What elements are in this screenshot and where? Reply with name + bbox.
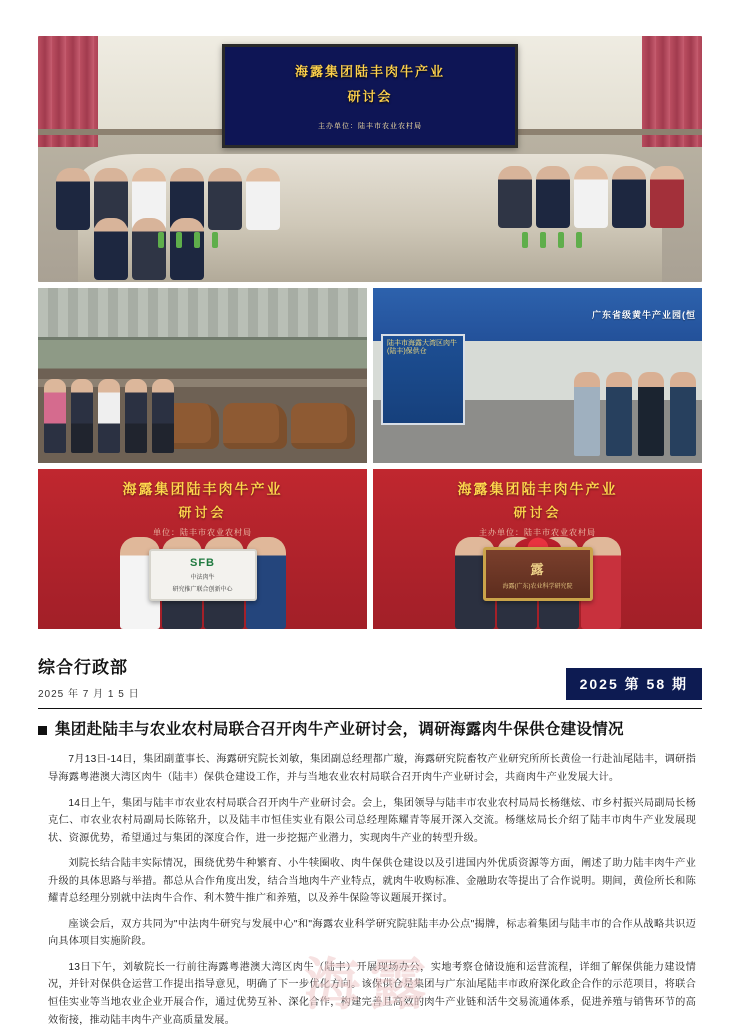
attendee — [56, 168, 90, 230]
ceremony-title-line2: 研讨会 — [178, 505, 227, 520]
plaque-sub: 中法肉牛 — [190, 575, 215, 581]
bottle — [576, 232, 582, 248]
visitor — [71, 379, 93, 453]
photo-band-3 — [38, 469, 702, 629]
ceremony-photo-right — [373, 469, 702, 629]
article-body — [38, 751, 702, 1029]
attendee — [612, 166, 646, 228]
warehouse-visitor-group — [574, 372, 696, 456]
plaque-foot: 研究推广联合创新中心 — [172, 587, 233, 593]
issue-badge: 2025 第 58 期 — [566, 668, 702, 700]
paragraph: 座谈会后，双方共同为"中法肉牛研究与发展中心"和"海露农业科学研究院驻陆丰办公点"揭牌，标志着集团与陆丰市的合作从战略共识迈向具体项目实施阶段。 — [48, 918, 696, 948]
warehouse-sign: 陆丰市海露大湾区肉牛(陆丰)保供仓 — [381, 334, 465, 425]
attendee — [208, 168, 242, 230]
page-title: 集团赴陆丰与农业农村局联合召开肉牛产业研讨会，调研海露肉牛保供仓建设情况 — [55, 721, 624, 738]
bottle — [176, 232, 182, 248]
attendee — [536, 166, 570, 228]
bottle — [540, 232, 546, 248]
visitor — [574, 372, 600, 456]
attendee — [94, 218, 128, 280]
visitor — [125, 379, 147, 453]
headline-row — [38, 719, 702, 741]
attendee-row-front — [94, 218, 204, 280]
visitor — [98, 379, 120, 453]
ceremony-title-line2: 研讨会 — [513, 505, 562, 520]
masthead-divider — [38, 708, 702, 709]
attendee — [574, 166, 608, 228]
photo-band-2 — [38, 288, 702, 463]
plaque-sub: 海露(广东)农业科学研究院 — [502, 583, 573, 590]
attendee — [246, 168, 280, 230]
meeting-room-photo — [38, 36, 702, 282]
visitor — [44, 379, 66, 453]
issue-date: 2025 年 7 月 1 5 日 — [38, 689, 140, 700]
cow — [291, 403, 355, 449]
watermark: 海露 — [304, 953, 436, 1016]
visitor — [638, 372, 664, 456]
department-name: 综合行政部 — [38, 658, 128, 677]
attendee — [498, 166, 532, 228]
ceremony-title-line1: 海露集团陆丰肉牛产业 — [457, 481, 618, 497]
barn-roof — [38, 288, 367, 340]
attendee — [650, 166, 684, 228]
water-bottles-right — [522, 232, 582, 248]
warehouse-banner: 广东省级黄牛产业园(恒 — [373, 288, 702, 341]
screen-title-line1: 海露集团陆丰肉牛产业 — [294, 64, 445, 79]
water-bottles — [158, 232, 218, 248]
plaque-logo: SFB — [190, 557, 215, 569]
projection-screen — [222, 44, 518, 148]
bottle — [194, 232, 200, 248]
paragraph: 14日上午，集团与陆丰市农业农村局联合召开肉牛产业研讨会。会上，集团领导与陆丰市农业农村局局长杨继炫、市乡村振兴局副局长杨克仁、市农业农村局副局长陈铭升，以及陆丰市恒佳实业有限公司总经理陈耀青等展开深入交流。杨继炫局长介绍了陆丰市肉牛产业发展现状、资源优势，希望通过与集团的深度合作，进一步挖掘产业潜力，实现肉牛产业的转型升级。 — [48, 797, 696, 844]
masthead — [38, 653, 702, 708]
paragraph: 7月13日-14日，集团副董事长、海露研究院长刘敏，集团副总经理都广璇，海露研究院畜牧产业研究所所长黄俭一行赴汕尾陆丰，调研指导海露粤港澳大湾区肉牛（陆丰）保供仓建设工作，并与当地农业农村局联合召开肉牛产业研讨会，共商肉牛产业发展大计。 — [48, 754, 696, 784]
visitor-group — [44, 379, 174, 453]
bottle — [212, 232, 218, 248]
ceremony-title-line1: 海露集团陆丰肉牛产业 — [122, 481, 283, 497]
attendee-row-right — [498, 166, 684, 228]
visitor — [670, 372, 696, 456]
ceremony-photo-left — [38, 469, 367, 629]
screen-title-line2: 研讨会 — [347, 89, 393, 104]
bullet-square-icon — [38, 726, 47, 735]
supply-warehouse-photo — [373, 288, 702, 463]
plaque-logo: 露 — [530, 561, 545, 577]
plaque-sfb — [149, 549, 257, 601]
visitor — [152, 379, 174, 453]
paragraph: 刘院长结合陆丰实际情况，围绕优势牛种繁育、小牛犊圈收、肉牛保供仓建设以及引进国内外优质资源等方面，阐述了助力陆丰肉牛产业升级的具体思路与举措。都总从合作角度出发，结合当地肉牛产业特点，就肉牛收购标准、金融助农等提出了合作说明。期间，黄俭所长和陈耀青总经理分别就中法肉牛合作、利木赞牛推广和养殖，以及养牛保险等议题展开探讨。 — [48, 858, 696, 905]
screen-subtitle: 主办单位：陆丰市农业农村局 — [318, 123, 422, 130]
cattle-barn-photo — [38, 288, 367, 463]
ceremony-subtitle: 主办单位：陆丰市农业农村局 — [479, 528, 596, 537]
plaque-institute — [483, 547, 593, 601]
masthead-left — [38, 653, 140, 700]
attendee — [170, 218, 204, 280]
visitor — [606, 372, 632, 456]
bottle — [522, 232, 528, 248]
bottle — [558, 232, 564, 248]
cow — [223, 403, 287, 449]
attendee — [132, 218, 166, 280]
ceremony-subtitle: 单位：陆丰市农业农村局 — [153, 528, 252, 537]
paragraph: 13日下午，刘敏院长一行前往海露粤港澳大湾区肉牛（陆丰）开展现场办公，实地考察仓储设施和运营流程，详细了解保供能力建设情况，并针对保供仓运营工作提出指导意见，明确了下一步优化方向。该保供仓是集团与广东汕尾陆丰市政府深化政企合作的示范项目，将联合恒佳实业等当地农业企业开展合作，通过优势互补、深化合作，构建完善且高效的肉牛产业链和活牛交易流通体系，促进养殖与销售环节的高效衔接，推动陆丰肉牛产业高质量发展。 — [48, 961, 696, 1026]
bottle — [158, 232, 164, 248]
